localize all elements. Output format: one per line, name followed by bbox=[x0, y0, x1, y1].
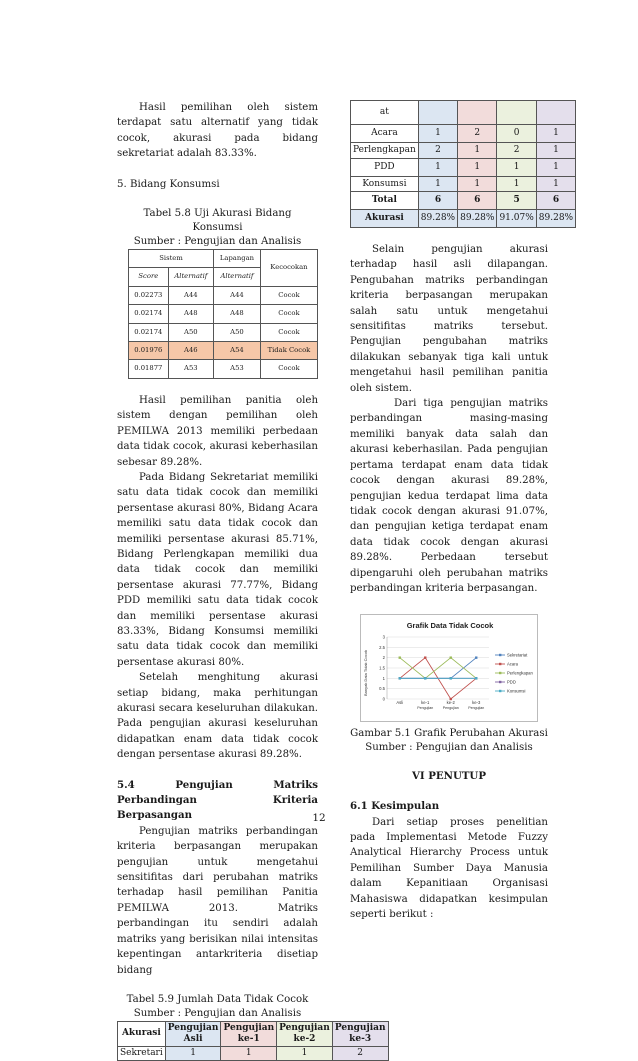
data-point bbox=[450, 657, 452, 659]
table-row bbox=[351, 101, 576, 125]
data-point bbox=[475, 657, 477, 659]
legend-label: Sekretariat bbox=[507, 652, 528, 658]
table-cell: 0.02174 bbox=[129, 323, 169, 341]
table-cell: 1 bbox=[536, 176, 575, 192]
paragraph: Hasil pemilihan panitia oleh sistem dengan pemilihan oleh PEMILWA 2013 memiliki perbedaan data tidak cocok, akurasi keberhasilan sebesar 89.28%. bbox=[117, 394, 318, 468]
chart-title: Grafik Data Tidak Cocok bbox=[406, 621, 494, 631]
table-cell: 89.28% bbox=[536, 210, 575, 228]
table-source: Sumber : Pengujian dan Analisis bbox=[133, 236, 302, 248]
table-row bbox=[129, 305, 318, 323]
figure-caption: Gambar 5.1 Grafik Perubahan Akurasi bbox=[350, 727, 548, 739]
table-cell: A53 bbox=[214, 360, 261, 378]
table-cell: 1 bbox=[418, 176, 457, 192]
paragraph: Dari tiga pengujian matriks perbandingan masing-masing memiliki banyak data salah dan akurasi keberhasilan. Pada pengujian pertama terdapat enam data tidak cocok dengan akurasi 89.28%, pengujian kedua terdapat lima data tidak cocok dengan akurasi 91.07%, dan pengujian ketiga terdapat enam data tidak cocok dengan akurasi 89.28%. Perbedaan tersebut dipengaruhi oleh perubahan matriks perbandingan kriteria berpasangan. bbox=[350, 398, 548, 594]
paragraph: Pengujian matriks perbandingan kriteria berpasangan merupakan pengujian untuk mengetahui sensitifitas dari perubahan matriks terhadap hasil pemilihan Panitia PEMILWA 2013. Matriks perbandingan itu sendiri adalah matriks yang berisikan nilai intensitas kepentingan antarkriteria disetiap bidang bbox=[117, 825, 318, 976]
x-tick-prefix: Pengujian bbox=[442, 706, 459, 711]
table-caption: Tabel 5.9 Jumlah Data Tidak Cocok bbox=[126, 993, 309, 1005]
table-cell: 0.01877 bbox=[129, 360, 169, 378]
table-cell bbox=[458, 101, 497, 125]
table-row bbox=[351, 125, 576, 143]
paragraph: Setelah menghitung akurasi setiap bidang, maka perhitungan akurasi secara keseluruhan dilakukan. Pada pengujian akurasi keseluruhan didapatkan enam data tidak cocok dengan persentase akurasi 89.28%. bbox=[117, 672, 318, 761]
chapter-heading: VI PENUTUP bbox=[412, 769, 486, 782]
table-cell: 6 bbox=[536, 192, 575, 210]
table-cell: 1 bbox=[458, 158, 497, 176]
table-cell: Tidak Cocok bbox=[260, 342, 317, 360]
table-row bbox=[129, 286, 318, 304]
table-cell: Acara bbox=[351, 125, 419, 143]
table-cell: 0.01976 bbox=[129, 342, 169, 360]
table-cell: A44 bbox=[168, 286, 213, 304]
table-row-akurasi bbox=[351, 210, 576, 228]
table-row-total bbox=[351, 192, 576, 210]
x-tick-label: ke-2 bbox=[446, 700, 455, 706]
paragraph: Pada Bidang Sekretariat memiliki satu data tidak cocok dan memiliki persentase akurasi 80%, Bidang Acara memiliki satu data tidak cocok dan memiliki persentase akurasi 85.71%, Bidang Perlengkapan memiliki dua data tidak cocok dan memiliki persentase akurasi 77.77%, Bidang PDD memiliki satu data tidak cocok dan memiliki persentase akurasi 83.33%, Bidang Konsumsi memiliki satu data tidak cocok dan memiliki persentase akurasi 80%. bbox=[117, 471, 318, 668]
paragraph: Dari setiap proses penelitian pada Implementasi Metode Fuzzy Analytical Hierarchy Process untuk Pemilihan Sumber Daya Manusia dalam Kepanitiaan Organisasi Mahasiswa didapatkan kesimpulan seperti berikut : bbox=[350, 816, 548, 920]
table-cell: 6 bbox=[458, 192, 497, 210]
table-cell: 1 bbox=[418, 158, 457, 176]
table-row-highlighted bbox=[129, 342, 318, 360]
table-row bbox=[129, 323, 318, 341]
data-point bbox=[399, 657, 401, 659]
table-header: Pengujian ke-2 bbox=[277, 1021, 333, 1046]
table-cell: Akurasi bbox=[351, 210, 419, 228]
data-point bbox=[399, 677, 401, 679]
table-row bbox=[351, 143, 576, 159]
section-heading-pengujian-matriks: 5.4 Pengujian Matriks Perbandingan Kriteria Berpasangan bbox=[117, 778, 318, 822]
y-tick-label: 3 bbox=[382, 634, 385, 640]
table-cell: A54 bbox=[214, 342, 261, 360]
y-tick-label: 2.5 bbox=[379, 645, 385, 651]
page-number: 12 bbox=[312, 812, 326, 824]
legend-marker bbox=[499, 663, 501, 665]
table-cell: Cocok bbox=[260, 360, 317, 378]
table-cell: A48 bbox=[214, 305, 261, 323]
y-tick-label: 1.5 bbox=[379, 665, 385, 671]
table-cell: Cocok bbox=[260, 286, 317, 304]
data-point bbox=[475, 677, 477, 679]
x-tick-prefix: Pengujian bbox=[417, 706, 434, 711]
table-akurasi-konsumsi bbox=[128, 249, 318, 379]
table-header: Lapangan bbox=[214, 250, 261, 268]
y-tick-label: 2 bbox=[382, 655, 385, 661]
table-cell: 0.02174 bbox=[129, 305, 169, 323]
y-tick-label: 1 bbox=[382, 676, 385, 682]
table-header: Pengujian Asli bbox=[165, 1021, 221, 1046]
table-header: Sistem bbox=[129, 250, 214, 268]
table-header: Score bbox=[129, 268, 169, 286]
table-header: Pengujian ke-1 bbox=[221, 1021, 277, 1046]
table-cell: 1 bbox=[497, 176, 536, 192]
table-cell: Sekretari bbox=[118, 1046, 166, 1060]
table-cell: 1 bbox=[165, 1046, 221, 1060]
table-cell: 2 bbox=[458, 125, 497, 143]
table-caption: Tabel 5.8 Uji Akurasi Bidang Konsumsi bbox=[143, 208, 292, 234]
table-cell: 1 bbox=[497, 158, 536, 176]
table-row bbox=[351, 158, 576, 176]
table-cell: 89.28% bbox=[458, 210, 497, 228]
section-heading-konsumsi: 5. Bidang Konsumsi bbox=[117, 178, 220, 190]
table-cell: 0 bbox=[497, 125, 536, 143]
table-cell bbox=[536, 101, 575, 125]
table-cell: Cocok bbox=[260, 305, 317, 323]
table-cell: 1 bbox=[536, 125, 575, 143]
table-cell: 1 bbox=[221, 1046, 277, 1060]
x-tick-label: ke-3 bbox=[472, 700, 481, 706]
table-cell: 0.02273 bbox=[129, 286, 169, 304]
table-cell: A46 bbox=[168, 342, 213, 360]
figure-source: Sumber : Pengujian dan Analisis bbox=[365, 741, 533, 753]
section-heading-kesimpulan: 6.1 Kesimpulan bbox=[350, 800, 440, 813]
table-cell: 1 bbox=[418, 125, 457, 143]
table-cell: 1 bbox=[536, 158, 575, 176]
table-cell: at bbox=[351, 101, 419, 125]
table-row bbox=[118, 1046, 389, 1060]
table-jumlah-data-tidak-cocok-continued bbox=[350, 100, 576, 228]
x-tick-label: ke-1 bbox=[421, 700, 430, 706]
table-cell: 91.07% bbox=[497, 210, 536, 228]
table-source: Sumber : Pengujian dan Analisis bbox=[133, 1007, 302, 1019]
paragraph: Selain pengujian akurasi terhadap hasil asli dilapangan. Pengubahan matriks perbandingan kriteria berpasangan merupakan salah satu untuk mengetahui sensitifitas matriks tersebut. Pengujian pengubahan matriks dilakukan sebanyak tiga kali untuk mengetahui hasil pemilihan panitia oleh sistem. bbox=[350, 244, 548, 394]
table-cell: A48 bbox=[168, 305, 213, 323]
y-tick-label: 0 bbox=[382, 696, 385, 702]
table-cell: 5 bbox=[497, 192, 536, 210]
legend-label: Konsumsi bbox=[507, 688, 526, 694]
table-cell: A44 bbox=[214, 286, 261, 304]
table-cell: A50 bbox=[168, 323, 213, 341]
table-cell: 1 bbox=[458, 143, 497, 159]
table-cell: 2 bbox=[332, 1046, 388, 1060]
chart-figure bbox=[360, 614, 538, 721]
y-tick-label: 0.5 bbox=[379, 686, 385, 692]
x-tick-prefix: Pengujian bbox=[468, 706, 485, 711]
table-cell: A50 bbox=[214, 323, 261, 341]
table-cell: 2 bbox=[497, 143, 536, 159]
table-cell: 2 bbox=[418, 143, 457, 159]
table-header: Akurasi bbox=[118, 1021, 166, 1046]
x-tick-label: Asli bbox=[396, 700, 404, 706]
data-point bbox=[450, 698, 452, 700]
paragraph: Hasil pemilihan oleh sistem terdapat satu alternatif yang tidak cocok, akurasi pada bidang sekretariat adalah 83.33%. bbox=[117, 102, 318, 160]
table-cell: 1 bbox=[536, 143, 575, 159]
table-cell: Cocok bbox=[260, 323, 317, 341]
legend-marker bbox=[499, 690, 501, 692]
table-header: Kecocokan bbox=[260, 250, 317, 287]
table-cell: 1 bbox=[458, 176, 497, 192]
table-cell: A53 bbox=[168, 360, 213, 378]
legend-label: PDD bbox=[507, 679, 516, 685]
table-row bbox=[351, 176, 576, 192]
line-chart bbox=[361, 615, 539, 715]
table-cell: Total bbox=[351, 192, 419, 210]
table-header: Alternatif bbox=[168, 268, 213, 286]
table-cell: 1 bbox=[277, 1046, 333, 1060]
table-jumlah-data-tidak-cocok bbox=[117, 1021, 389, 1061]
table-cell bbox=[418, 101, 457, 125]
legend-marker bbox=[499, 672, 501, 674]
table-row bbox=[129, 360, 318, 378]
table-cell: Perlengkapan bbox=[351, 143, 419, 159]
data-point bbox=[450, 677, 452, 679]
table-header: Pengujian ke-3 bbox=[332, 1021, 388, 1046]
right-column bbox=[350, 100, 574, 922]
legend-label: Acara bbox=[507, 661, 518, 667]
chart-y-axis-label: Banyak Data Tidak Cocok bbox=[363, 650, 368, 697]
legend-label: Perlengkapan bbox=[507, 670, 533, 676]
data-point bbox=[424, 677, 426, 679]
table-cell bbox=[497, 101, 536, 125]
table-cell: Konsumsi bbox=[351, 176, 419, 192]
table-cell: 89.28% bbox=[418, 210, 457, 228]
table-cell: 6 bbox=[418, 192, 457, 210]
table-header: Alternatif bbox=[214, 268, 261, 286]
data-point bbox=[424, 657, 426, 659]
legend-marker bbox=[499, 654, 501, 656]
table-cell: PDD bbox=[351, 158, 419, 176]
legend-marker bbox=[499, 681, 501, 683]
